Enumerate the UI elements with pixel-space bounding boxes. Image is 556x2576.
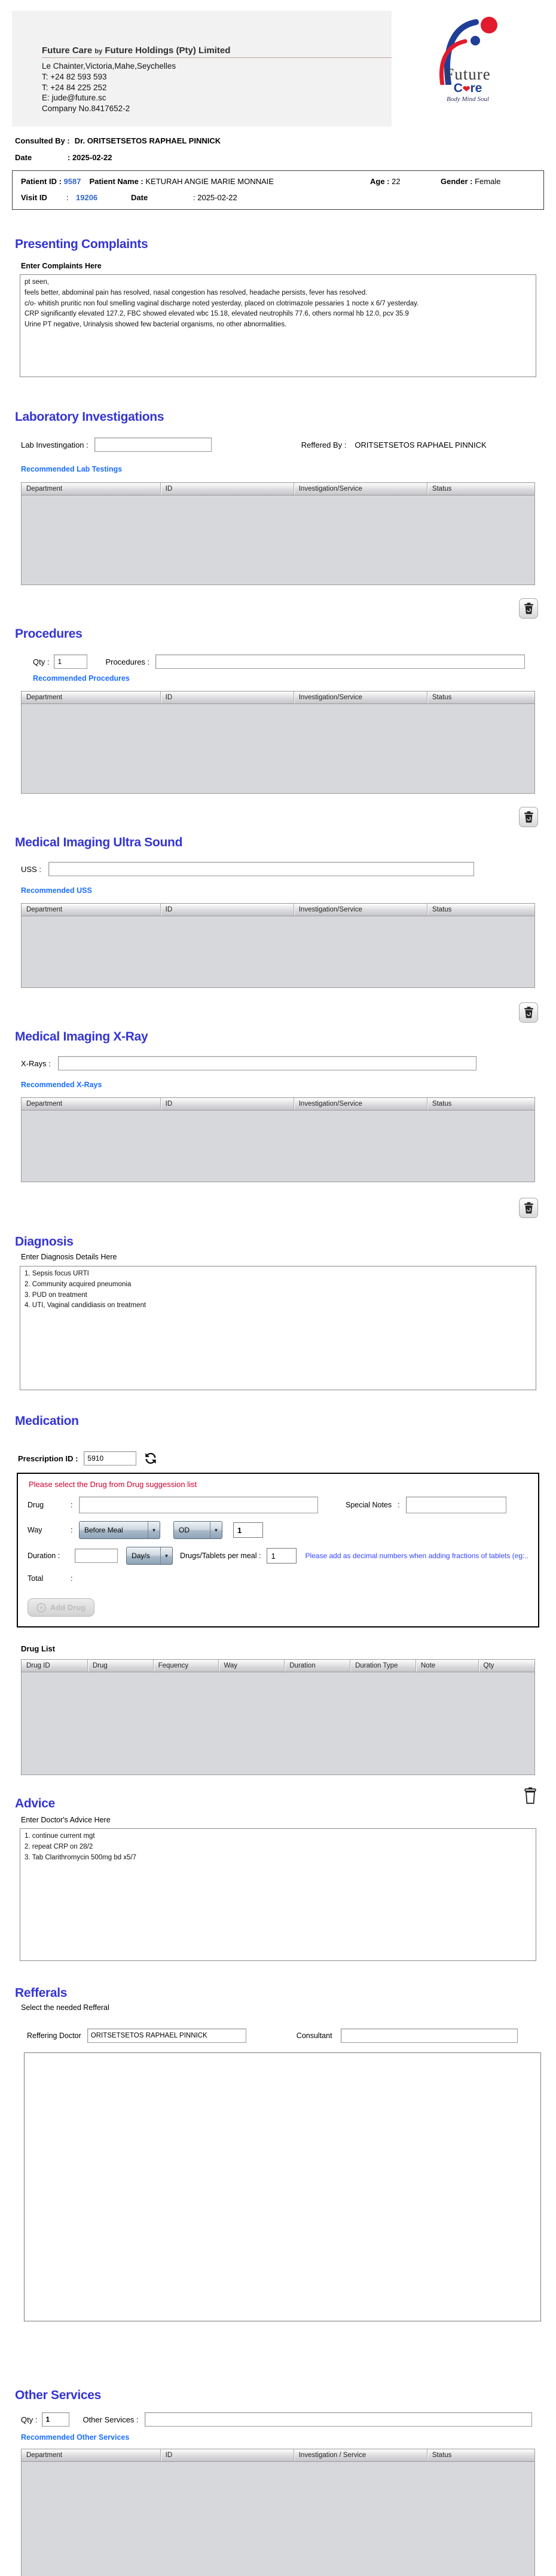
trash-recycle-icon xyxy=(524,811,534,823)
company-contact xyxy=(42,61,392,114)
lab-table-header xyxy=(21,482,535,495)
drug-col-duration: Duration xyxy=(284,1660,350,1672)
trash-outline-icon xyxy=(523,1786,537,1804)
uss-trash-row xyxy=(0,1002,538,1023)
procedures-table xyxy=(21,691,535,794)
letterhead xyxy=(12,11,544,127)
section-title-xray: Medical Imaging X-Ray xyxy=(15,1030,148,1044)
company-details xyxy=(12,11,392,127)
complaints-enter-label: Enter Complaints Here xyxy=(21,262,102,270)
uss-table-header xyxy=(21,903,535,916)
xray-table-body[interactable] xyxy=(21,1110,535,1182)
xray-delete-button[interactable] xyxy=(519,1198,538,1218)
xray-col-investigation: Investigation/Service xyxy=(294,1098,427,1110)
procedures-qty-input[interactable] xyxy=(54,654,87,669)
procedures-label: Procedures : xyxy=(105,657,150,666)
procedures-qty-label: Qty : xyxy=(33,657,50,666)
procedures-table-body[interactable] xyxy=(21,704,535,794)
section-title-diagnosis: Diagnosis xyxy=(15,1235,74,1249)
xray-col-department: Department xyxy=(26,1100,63,1108)
trash-recycle-icon xyxy=(524,602,534,614)
chevron-down-icon: ▼ xyxy=(148,1522,160,1538)
duration-unit-select[interactable] xyxy=(126,1547,173,1565)
lab-trash-row xyxy=(0,598,538,619)
consultant-label: Consultant xyxy=(296,2032,332,2040)
refresh-prescription-button[interactable] xyxy=(142,1450,159,1467)
per-meal-input[interactable] xyxy=(267,1548,297,1564)
procedures-col-id: ID xyxy=(160,692,294,703)
patient-age-value: 22 xyxy=(392,177,401,186)
company-address: Le Chainter,Victoria,Mahe,Seychelles xyxy=(42,62,176,71)
total-label: Total xyxy=(28,1574,44,1583)
drug-label: Drug xyxy=(28,1501,44,1509)
frequency-select-value: OD xyxy=(179,1526,190,1534)
patient-gender-value: Female xyxy=(475,177,501,186)
section-title-presenting-complaints: Presenting Complaints xyxy=(15,237,148,251)
company-name xyxy=(42,45,392,58)
drug-row xyxy=(28,1497,528,1513)
referral-list-box[interactable] xyxy=(24,2052,541,2321)
drug-input[interactable] xyxy=(79,1497,318,1513)
logo-word-future: Future xyxy=(445,65,491,83)
other-qty-input[interactable] xyxy=(42,2412,69,2427)
special-notes-label: Special Notes xyxy=(346,1501,392,1509)
referring-doctor-label: Reffering Doctor xyxy=(27,2032,81,2040)
patient-gender-cell xyxy=(441,177,535,186)
uss-delete-button[interactable] xyxy=(519,1002,538,1023)
drug-warning-text: Please select the Drug from Drug suggession list xyxy=(29,1480,197,1489)
drug-list-header xyxy=(21,1659,535,1672)
recommended-xrays-link[interactable]: Recommended X-Rays xyxy=(21,1081,102,1089)
drug-list-body[interactable] xyxy=(21,1672,535,1775)
lab-field-row xyxy=(21,438,556,452)
lab-col-status: Status xyxy=(427,483,534,495)
prescription-id-input[interactable] xyxy=(84,1451,136,1466)
chevron-down-icon: ▼ xyxy=(210,1522,222,1538)
section-title-medication: Medication xyxy=(15,1414,79,1428)
drug-col-way: Way xyxy=(218,1660,284,1672)
special-notes-colon: : xyxy=(398,1501,400,1509)
lab-referred-by-value: ORITSETSETOS RAPHAEL PINNICK xyxy=(355,440,487,449)
lab-table-body[interactable] xyxy=(21,495,535,585)
uss-table xyxy=(21,903,535,988)
lab-col-id: ID xyxy=(160,483,294,495)
total-row xyxy=(28,1574,528,1583)
frequency-qty-input[interactable] xyxy=(233,1522,263,1538)
patient-age-label: Age : xyxy=(370,177,390,186)
duration-input[interactable] xyxy=(75,1549,118,1563)
drug-list-table xyxy=(21,1659,535,1775)
company-logo xyxy=(392,11,544,127)
drug-col-duration-type: Duration Type xyxy=(350,1660,416,1672)
total-colon: : xyxy=(71,1574,73,1583)
section-title-procedures: Procedures xyxy=(15,627,83,641)
way-colon: : xyxy=(71,1526,73,1534)
patient-name-cell xyxy=(89,177,370,186)
section-title-laboratory-investigations: Laboratory Investigations xyxy=(15,410,164,424)
diagnosis-enter-label: Enter Diagnosis Details Here xyxy=(21,1253,117,1261)
consult-date-value: : 2025-02-22 xyxy=(68,153,112,162)
consulted-by-label: Consulted By : xyxy=(15,136,70,145)
add-drug-label: Add Drug xyxy=(50,1603,86,1612)
drug-col-qty: Qty xyxy=(478,1660,534,1672)
drug-colon: : xyxy=(71,1501,73,1509)
patient-id-value: 9587 xyxy=(63,177,81,186)
patient-name-label: Patient Name : xyxy=(89,177,143,186)
other-col-status: Status xyxy=(427,2449,534,2461)
trash-recycle-icon xyxy=(524,1006,534,1018)
other-services-table-header xyxy=(21,2449,535,2462)
prescription-row xyxy=(18,1450,556,1467)
procedures-delete-button[interactable] xyxy=(519,807,538,827)
drug-list-label: Drug List xyxy=(21,1644,56,1653)
trash-recycle-icon xyxy=(524,1202,534,1214)
complaints-textarea[interactable] xyxy=(20,274,536,377)
lab-delete-button[interactable] xyxy=(519,598,538,619)
advice-textarea[interactable] xyxy=(20,1828,536,1961)
patient-id-label: Patient ID : xyxy=(21,177,62,186)
procedures-table-header xyxy=(21,691,535,704)
recommended-uss-link[interactable]: Recommended USS xyxy=(21,886,92,895)
section-title-other-services: Other Services xyxy=(15,2388,102,2402)
referring-doctor-input[interactable] xyxy=(87,2029,246,2043)
visit-date-label: Date xyxy=(131,193,148,202)
patient-name-value: KETURAH ANGIE MARIE MONNAIE xyxy=(145,177,274,186)
lab-col-department: Department xyxy=(26,485,63,492)
uss-input[interactable] xyxy=(48,862,474,876)
logo-care-rest: re xyxy=(470,81,482,95)
plus-circle-icon xyxy=(36,1603,46,1613)
xray-input[interactable] xyxy=(58,1056,476,1070)
other-services-table xyxy=(21,2449,535,2576)
section-title-uss: Medical Imaging Ultra Sound xyxy=(15,836,183,849)
other-services-table-body[interactable] xyxy=(21,2462,535,2576)
referrals-select-label: Select the needed Refferal xyxy=(21,2003,109,2012)
drug-col-frequency: Fequency xyxy=(153,1660,219,1672)
drug-col-note: Note xyxy=(416,1660,478,1672)
duration-row xyxy=(28,1547,528,1565)
other-qty-label: Qty : xyxy=(21,2415,38,2424)
duration-unit-value: Day/s xyxy=(132,1552,150,1560)
other-services-field-row xyxy=(21,2412,556,2427)
section-title-advice: Advice xyxy=(15,1797,56,1810)
uss-label: USS : xyxy=(21,864,41,874)
prescription-id-label: Prescription ID : xyxy=(18,1454,78,1463)
other-services-label: Other Services : xyxy=(83,2415,139,2424)
patient-gender-label: Gender : xyxy=(441,177,473,186)
company-number: Company No.8417652-2 xyxy=(42,104,130,114)
recommended-procedures-link[interactable]: Recommended Procedures xyxy=(33,674,130,683)
section-title-referrals: Refferals xyxy=(15,1986,68,2000)
advice-delete-button[interactable] xyxy=(521,1785,539,1805)
add-drug-button[interactable] xyxy=(28,1598,94,1617)
duration-label: Duration : xyxy=(28,1552,60,1560)
consulted-by-value: Dr. ORITSETSETOS RAPHAEL PINNICK xyxy=(74,136,221,145)
recommended-lab-testings-link[interactable]: Recommended Lab Testings xyxy=(21,465,123,473)
lab-table xyxy=(21,482,535,585)
advice-enter-label: Enter Doctor's Advice Here xyxy=(21,1816,111,1824)
diagnosis-textarea[interactable] xyxy=(20,1266,536,1390)
company-phone-1: T: +24 82 593 593 xyxy=(42,72,107,81)
lab-investigation-label: Lab Investingation : xyxy=(21,440,88,449)
visit-id-label: Visit ID xyxy=(21,193,47,202)
company-name-by: by xyxy=(94,48,103,55)
special-notes-input[interactable] xyxy=(406,1497,506,1513)
way-label: Way xyxy=(28,1526,42,1534)
other-col-investigation: Investigation / Service xyxy=(294,2449,427,2461)
patient-row-2 xyxy=(21,193,535,202)
procedures-col-status: Status xyxy=(427,692,534,703)
xray-trash-row xyxy=(0,1198,538,1218)
visit-id-colon: : xyxy=(66,193,69,202)
procedures-field-row xyxy=(33,654,556,669)
company-name-rest: Future Holdings (Pty) Limited xyxy=(105,45,231,56)
xray-table-header xyxy=(21,1097,535,1110)
way-select-value: Before Meal xyxy=(84,1526,123,1534)
uss-col-id: ID xyxy=(160,904,294,916)
uss-col-status: Status xyxy=(427,904,534,916)
procedures-col-investigation: Investigation/Service xyxy=(294,692,427,703)
uss-col-investigation: Investigation/Service xyxy=(294,904,427,916)
procedures-input[interactable] xyxy=(155,654,525,669)
lab-referred-by-label: Reffered By : xyxy=(301,440,347,449)
uss-col-department: Department xyxy=(26,906,63,913)
visit-date-value: : 2025-02-22 xyxy=(193,193,237,202)
per-meal-label: Drugs/Tablets per meal : xyxy=(179,1552,261,1560)
company-email: E: jude@future.sc xyxy=(42,93,106,103)
referrals-field-row xyxy=(27,2029,556,2043)
company-name-main: Future Care xyxy=(42,45,93,56)
xray-field-row xyxy=(21,1056,556,1070)
drug-col-drug: Drug xyxy=(87,1660,153,1672)
other-col-department: Department xyxy=(26,2452,63,2459)
logo-tagline: Body Mind Soul xyxy=(447,96,489,103)
patient-age-cell xyxy=(370,177,441,186)
drug-entry-box xyxy=(17,1473,539,1627)
recommended-other-services-link[interactable]: Recommended Other Services xyxy=(21,2433,130,2442)
patient-info-box xyxy=(12,170,544,210)
consulted-by-row xyxy=(15,136,556,145)
xray-col-status: Status xyxy=(427,1098,534,1110)
chevron-down-icon: ▼ xyxy=(160,1547,172,1564)
fraction-note: Please add as decimal numbers when adding fractions of tablets (eg:.. xyxy=(305,1552,528,1560)
consult-date-label: Date xyxy=(15,153,32,162)
other-services-input[interactable] xyxy=(145,2412,532,2427)
refresh-icon xyxy=(143,1451,158,1466)
consultant-input[interactable] xyxy=(341,2029,518,2043)
lab-col-investigation: Investigation/Service xyxy=(294,483,427,495)
way-select[interactable] xyxy=(79,1521,160,1539)
xray-label: X-Rays : xyxy=(21,1058,51,1068)
procedures-trash-row xyxy=(0,807,538,827)
visit-id-value: 19206 xyxy=(76,193,98,202)
uss-field-row xyxy=(21,862,556,876)
procedures-col-department: Department xyxy=(26,694,63,701)
patient-row-1 xyxy=(21,177,535,186)
logo-word-care xyxy=(392,81,544,96)
lab-investigation-input[interactable] xyxy=(94,438,212,452)
plus-glyph: + xyxy=(39,1603,44,1612)
other-col-id: ID xyxy=(160,2449,294,2461)
way-row xyxy=(28,1521,528,1539)
frequency-select[interactable] xyxy=(173,1521,222,1539)
company-phone-2: T: +24 84 225 252 xyxy=(42,82,107,92)
drug-col-id: Drug ID xyxy=(26,1662,50,1669)
logo-care-c: C xyxy=(453,81,463,95)
xray-table xyxy=(21,1097,535,1182)
heart-icon: ❤ xyxy=(462,84,471,94)
consult-date-row xyxy=(15,153,556,162)
xray-col-id: ID xyxy=(160,1098,294,1110)
uss-table-body[interactable] xyxy=(21,916,535,988)
